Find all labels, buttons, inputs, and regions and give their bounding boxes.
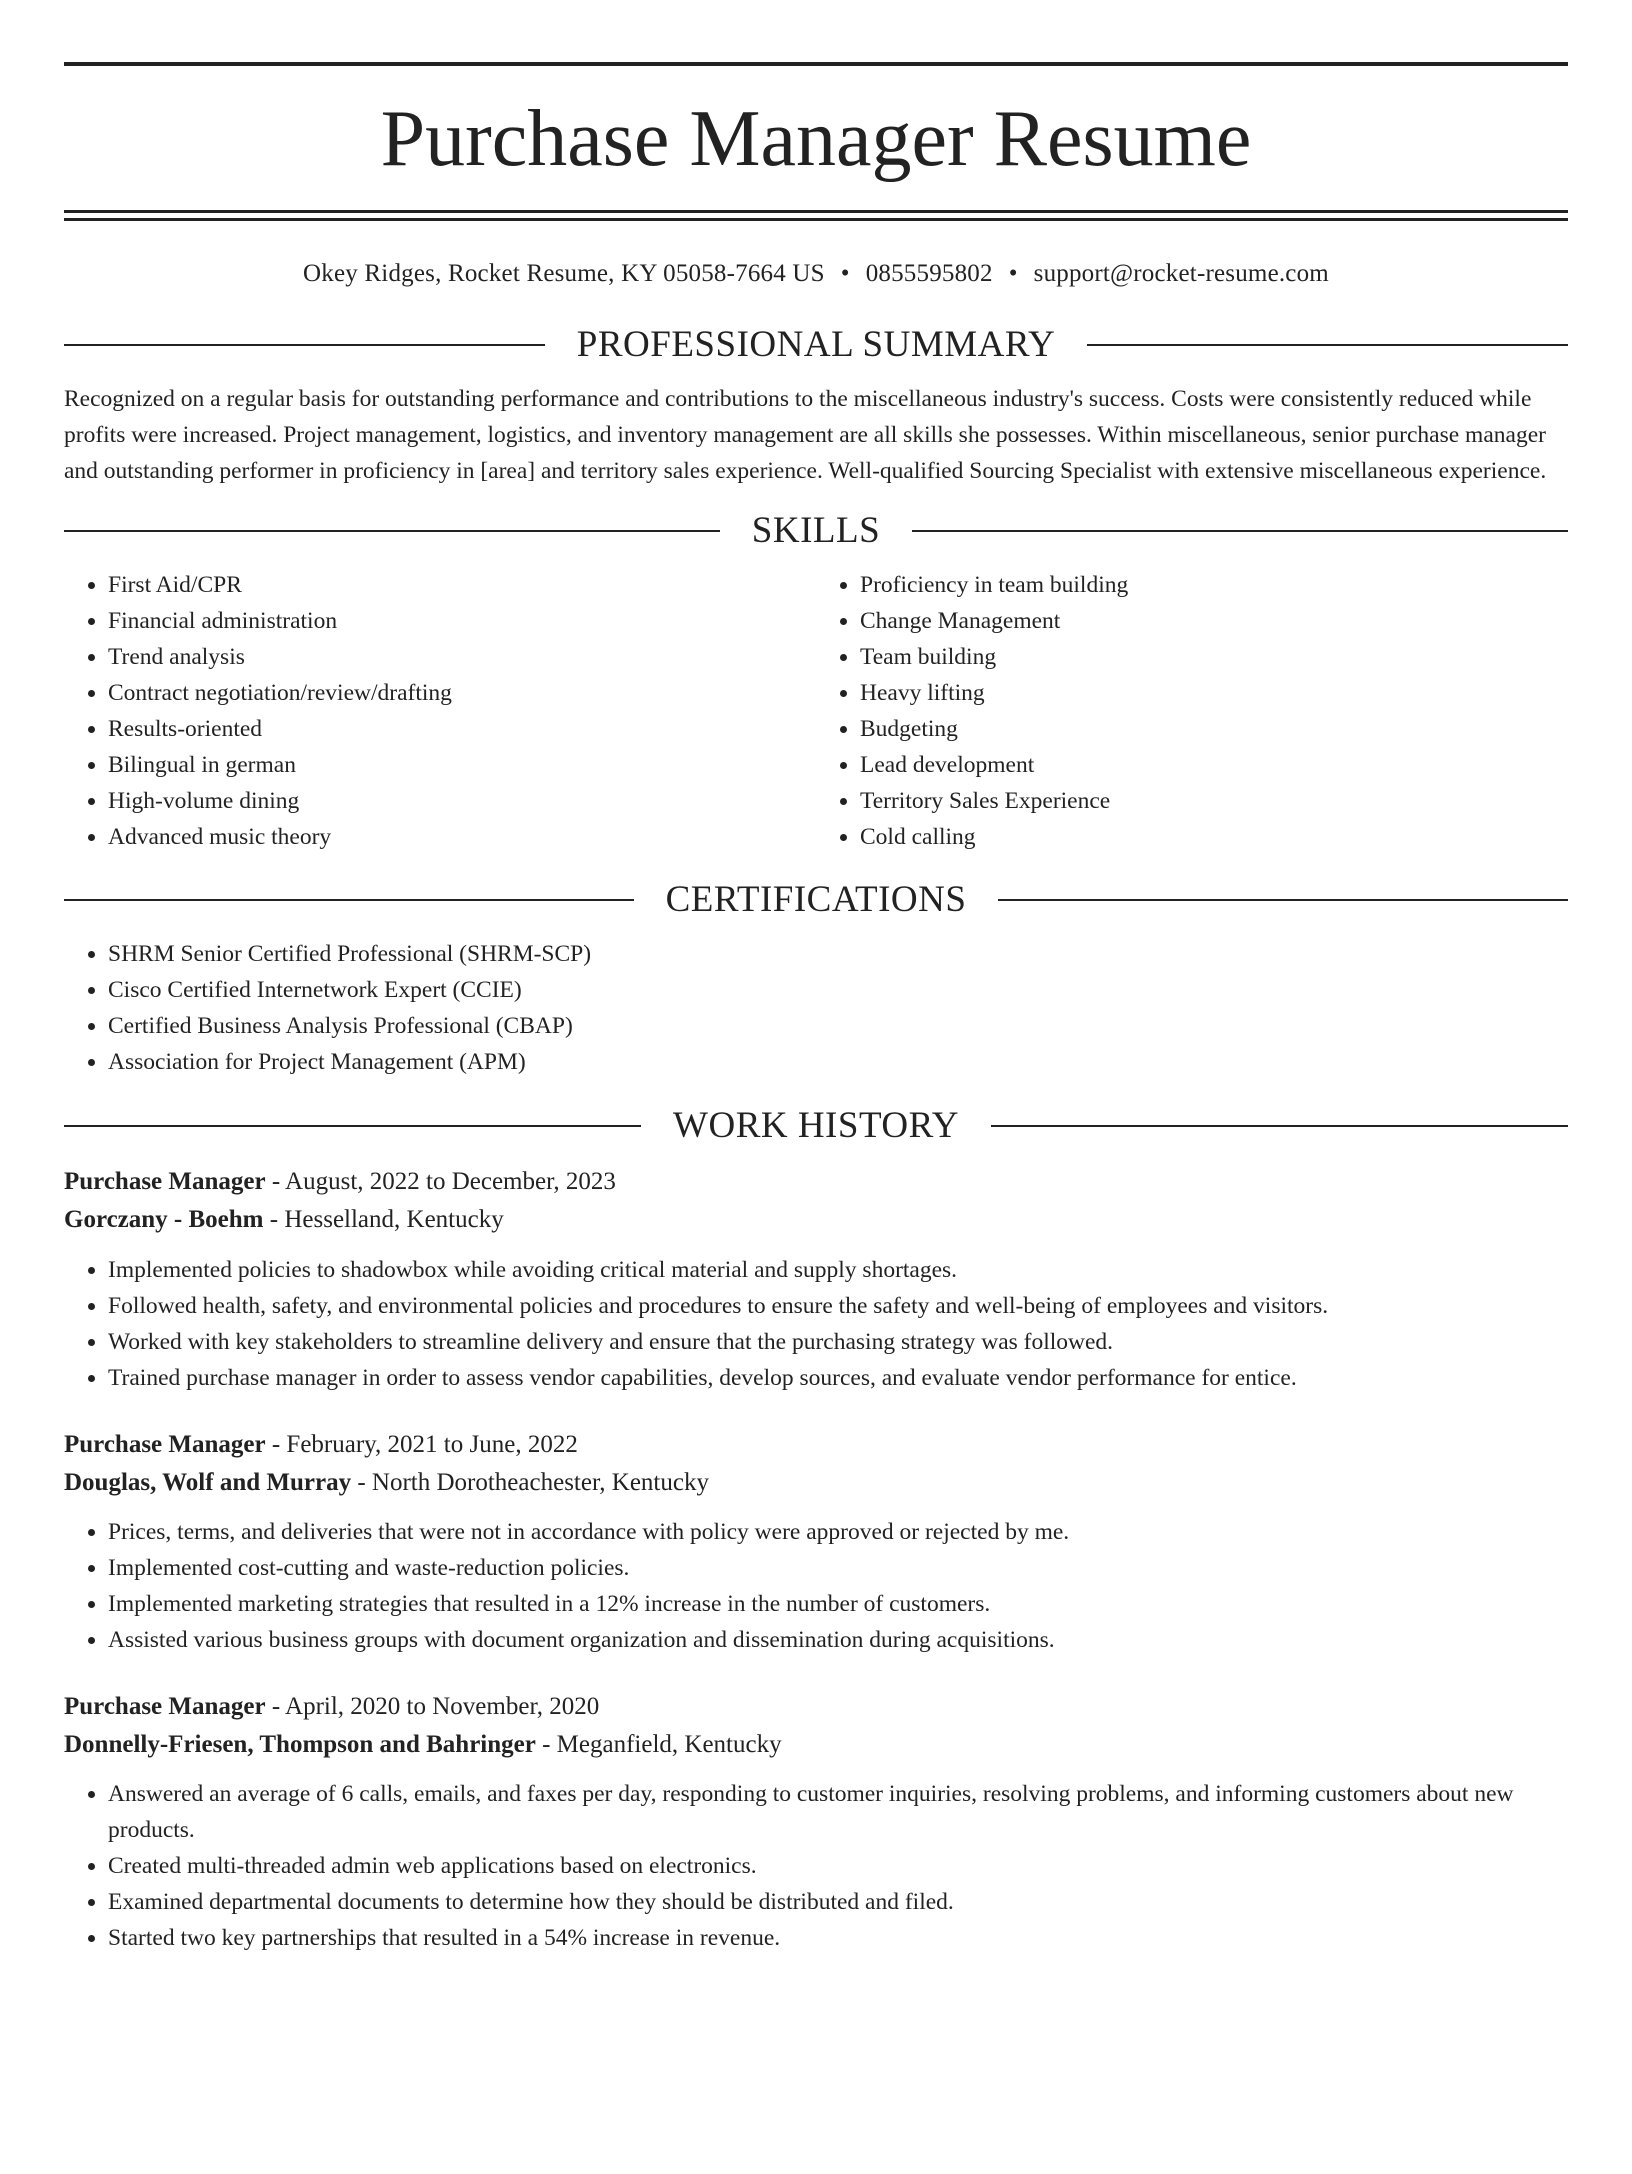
certifications-list bbox=[64, 936, 1568, 1080]
job-bullets bbox=[64, 1776, 1568, 1956]
list-item: • High-volume dining bbox=[108, 783, 816, 819]
job-bullets bbox=[64, 1252, 1568, 1396]
work-history-heading: WORK HISTORY bbox=[673, 1105, 959, 1146]
job-title-line bbox=[64, 1163, 1568, 1201]
contact-line bbox=[64, 259, 1568, 289]
divider bbox=[998, 899, 1568, 901]
summary-heading: PROFESSIONAL SUMMARY bbox=[576, 324, 1056, 365]
divider bbox=[64, 899, 634, 901]
list-item: • Proficiency in team building bbox=[860, 567, 1568, 603]
top-rule bbox=[64, 62, 1568, 66]
job-entry bbox=[64, 1688, 1568, 1956]
list-item: • Followed health, safety, and environmental policies and procedures to ensure the safety and well-being of employees and visitors. bbox=[108, 1288, 1568, 1324]
list-item: • Bilingual in german bbox=[108, 747, 816, 783]
job-company: Douglas, Wolf and Murray bbox=[64, 1469, 352, 1496]
resume-page bbox=[0, 62, 1632, 2174]
list-item: • Assisted various business groups with document organization and dissemination during acquisitions. bbox=[108, 1622, 1568, 1658]
list-item: • SHRM Senior Certified Professional (SHRM-SCP) bbox=[108, 936, 1568, 972]
page-title: Purchase Manager Resume bbox=[380, 95, 1252, 183]
list-item: • Prices, terms, and deliveries that were not in accordance with policy were approved or rejected by me. bbox=[108, 1514, 1568, 1550]
list-item: • Heavy lifting bbox=[860, 675, 1568, 711]
list-item: • Cold calling bbox=[860, 819, 1568, 855]
job-entry bbox=[64, 1163, 1568, 1396]
divider bbox=[1087, 344, 1568, 346]
list-item: • Advanced music theory bbox=[108, 819, 816, 855]
list-item: • Contract negotiation/review/drafting bbox=[108, 675, 816, 711]
summary-section-header bbox=[64, 320, 1568, 370]
skills-columns bbox=[64, 567, 1568, 855]
list-item: • Certified Business Analysis Professional (CBAP) bbox=[108, 1008, 1568, 1044]
certifications-section-header bbox=[64, 875, 1568, 925]
list-item: • Implemented cost-cutting and waste-reduction policies. bbox=[108, 1550, 1568, 1586]
list-item: • Results-oriented bbox=[108, 711, 816, 747]
skills-list-left bbox=[64, 567, 816, 855]
job-title: Purchase Manager bbox=[64, 1431, 266, 1458]
list-item: • Lead development bbox=[860, 747, 1568, 783]
certifications-heading: CERTIFICATIONS bbox=[665, 879, 967, 920]
contact-phone: 0855595802 bbox=[865, 260, 993, 287]
job-entry bbox=[64, 1426, 1568, 1658]
divider bbox=[991, 1125, 1568, 1127]
skills-heading: SKILLS bbox=[751, 510, 881, 551]
divider bbox=[64, 1125, 641, 1127]
skills-section-header bbox=[64, 506, 1568, 556]
divider bbox=[912, 530, 1568, 532]
list-item: • Implemented policies to shadowbox while avoiding critical material and supply shortages. bbox=[108, 1252, 1568, 1288]
list-item: • Change Management bbox=[860, 603, 1568, 639]
job-title: Purchase Manager bbox=[64, 1168, 266, 1195]
job-dates: - August, 2022 to December, 2023 bbox=[265, 1168, 616, 1195]
work-history-section-header bbox=[64, 1101, 1568, 1151]
title-double-rule bbox=[64, 210, 1568, 221]
job-title-line bbox=[64, 1426, 1568, 1464]
list-item: • Cisco Certified Internetwork Expert (CCIE) bbox=[108, 972, 1568, 1008]
job-company: Donnelly-Friesen, Thompson and Bahringer bbox=[64, 1731, 536, 1758]
job-location: - Hesselland, Kentucky bbox=[263, 1206, 504, 1233]
job-dates: - April, 2020 to November, 2020 bbox=[265, 1693, 600, 1720]
contact-address: Okey Ridges, Rocket Resume, KY 05058-7664 US bbox=[303, 260, 825, 287]
list-item: • Implemented marketing strategies that resulted in a 12% increase in the number of customers. bbox=[108, 1586, 1568, 1622]
skills-list-right bbox=[816, 567, 1568, 855]
list-item: • Started two key partnerships that resulted in a 54% increase in revenue. bbox=[108, 1920, 1568, 1956]
job-title: Purchase Manager bbox=[64, 1693, 266, 1720]
job-location: - North Dorotheachester, Kentucky bbox=[351, 1469, 709, 1496]
job-dates: - February, 2021 to June, 2022 bbox=[265, 1431, 578, 1458]
list-item: • Territory Sales Experience bbox=[860, 783, 1568, 819]
divider bbox=[64, 530, 720, 532]
list-item: • Worked with key stakeholders to streamline delivery and ensure that the purchasing strategy was followed. bbox=[108, 1324, 1568, 1360]
job-company-line bbox=[64, 1726, 1568, 1764]
job-company-line bbox=[64, 1201, 1568, 1239]
job-bullets bbox=[64, 1514, 1568, 1658]
job-location: - Meganfield, Kentucky bbox=[535, 1731, 782, 1758]
contact-separator: • bbox=[1008, 260, 1018, 287]
list-item: • Budgeting bbox=[860, 711, 1568, 747]
divider bbox=[64, 344, 545, 346]
job-company-line bbox=[64, 1464, 1568, 1502]
list-item: • Answered an average of 6 calls, emails, and faxes per day, responding to customer inquiries, resolving problems, and informing customers about new products. bbox=[108, 1776, 1568, 1848]
contact-separator: • bbox=[840, 260, 850, 287]
list-item: • Created multi-threaded admin web applications based on electronics. bbox=[108, 1848, 1568, 1884]
list-item: • Association for Project Management (APM) bbox=[108, 1044, 1568, 1080]
list-item: • First Aid/CPR bbox=[108, 567, 816, 603]
summary-text: Recognized on a regular basis for outstanding performance and contributions to the miscellaneous industry's success. Costs were consistently reduced while profits were increased. Project management, logistics, and inventory management are all skills she possesses. Within miscellaneous, senior purchase manager and outstanding performer in proficiency in [area] and territory sales experience. Well-qualified Sourcing Specialist with extensive miscellaneous experience. bbox=[64, 386, 1547, 484]
list-item: • Financial administration bbox=[108, 603, 816, 639]
list-item: • Trained purchase manager in order to assess vendor capabilities, develop sources, and evaluate vendor performance for entice. bbox=[108, 1360, 1568, 1396]
job-title-line bbox=[64, 1688, 1568, 1726]
list-item: • Examined departmental documents to determine how they should be distributed and filed. bbox=[108, 1884, 1568, 1920]
list-item: • Trend analysis bbox=[108, 639, 816, 675]
list-item: • Team building bbox=[860, 639, 1568, 675]
job-company: Gorczany - Boehm bbox=[64, 1206, 264, 1233]
contact-email: support@rocket-resume.com bbox=[1033, 260, 1329, 287]
